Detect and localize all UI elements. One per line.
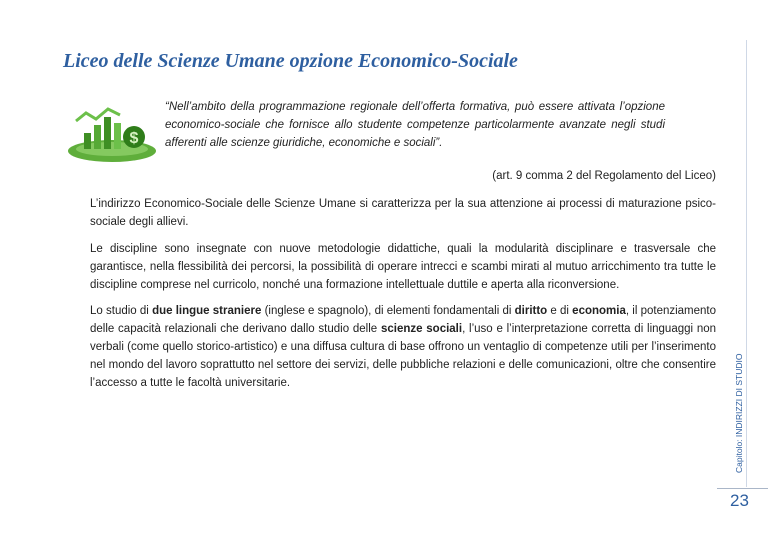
paragraph-3-text: (inglese e spagnolo), di elementi fondamentali di [261,305,515,317]
page-number: 23 [730,491,749,510]
chapter-prefix: Capitolo: [734,437,744,473]
paragraph-3 [90,302,716,392]
dollar-symbol: $ [129,130,139,147]
paragraph-2: Le discipline sono insegnate con nuove metodologie didattiche, quali la modularità disciplinare e trasversale che garantisce, nella flessibilità dei percorsi, la possibilità di operare intrecci e scambi mirati al mutuo arricchimento tra tutte le discipline comprese nel curricolo, nonché una formazione intellettuale duttile e aperta alla riconversione. [90,243,716,291]
paragraph-3-text: e di [547,305,573,317]
chapter-label [734,353,744,473]
paragraph-3-text: , l’uso e l’interpretazione corretta di linguaggi non verbali (come quello storico-artistico) e una diffusa cultura di base offrono un ventaglio di competenze utili per l’inserimento nel mondo del lavoro soprattutto nel settore dei servizi, delle pubbliche relazioni e delle comunicazioni, oltre che consentire l’accesso a tutte le facoltà universitarie. [90,323,717,389]
sidebar-divider [746,40,747,487]
paragraph-3-text: Lo studio di [90,305,153,317]
green-economy-globe-icon [62,103,162,165]
bold-term: diritto [514,305,548,317]
bold-term: scienze sociali [380,323,463,335]
page-title: Liceo delle Scienze Umane opzione Economico-Sociale [63,50,518,72]
bold-term: economia [572,305,626,317]
bold-term: due lingue straniere [152,305,262,317]
footer-divider [717,488,768,489]
citation: (art. 9 comma 2 del Regolamento del Liceo) [492,170,716,182]
chapter-name: INDIRIZZI DI STUDIO [734,353,744,438]
paragraph-3-text: , il potenziamento delle capacità relazionali che derivano dallo studio delle [90,305,717,335]
paragraph-1: L’indirizzo Economico-Sociale delle Scienze Umane si caratterizza per la sua attenzione ai processi di maturazione psico-sociale degli allievi. [90,198,716,228]
quote: “Nell’ambito della programmazione regionale dell’offerta formativa, può essere attivata l’opzione economico-sociale che fornisce allo studente competenze particolarmente avanzate negli studi afferenti alle scienze giuridiche, economiche e sociali”. [165,101,665,149]
